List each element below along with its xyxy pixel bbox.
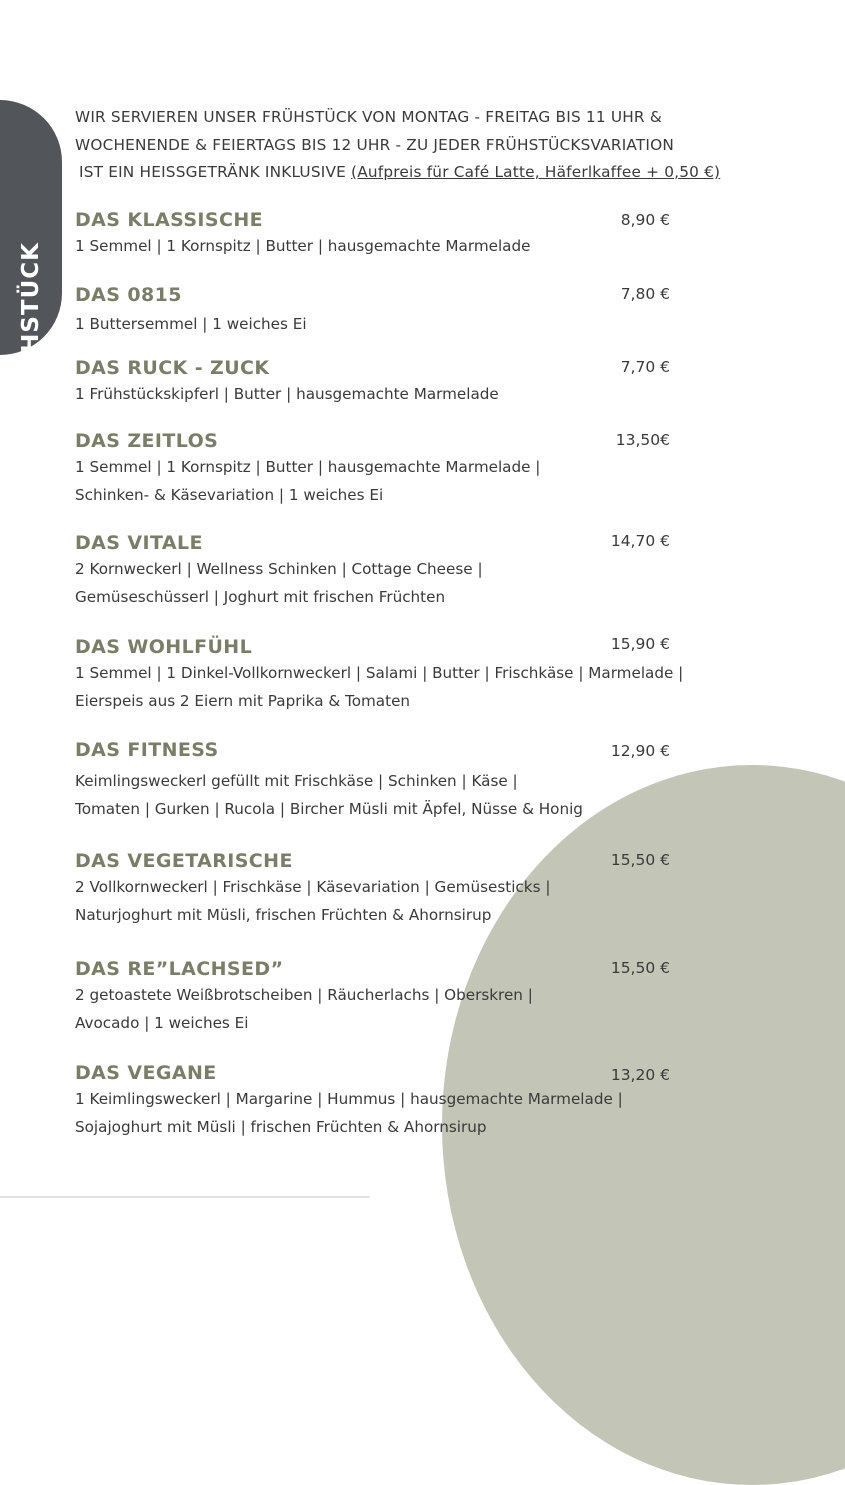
item-desc-line: 1 Keimlingsweckerl | Margarine | Hummus | hausgemachte Marmelade | [75, 1090, 623, 1108]
item-desc-line: 1 Frühstückskipferl | Butter | hausgemachte Marmelade [75, 385, 499, 403]
item-price: 15,90 € [610, 635, 670, 653]
item-desc-line: Tomaten | Gurken | Rucola | Bircher Müsli mit Äpfel, Nüsse & Honig [75, 799, 583, 818]
item-desc-line: 1 Semmel | 1 Kornspitz | Butter | hausgemachte Marmelade | [75, 458, 541, 476]
item-price: 12,90 € [610, 742, 670, 760]
intro-line-1: WIR SERVIEREN UNSER FRÜHSTÜCK VON MONTAG - FREITAG BIS 11 UHR & [75, 108, 662, 126]
item-name: DAS RE”LACHSED” [75, 958, 284, 980]
item-name: DAS KLASSISCHE [75, 209, 264, 231]
item-desc-line: Schinken- & Käsevariation | 1 weiches Ei [75, 485, 384, 504]
item-desc-line: Gemüseschüsserl | Joghurt mit frischen Früchten [75, 587, 446, 606]
item-price: 15,50 € [610, 851, 670, 869]
menu-item [75, 355, 765, 409]
menu-item [75, 737, 765, 823]
item-desc-line: 2 Kornweckerl | Wellness Schinken | Cottage Cheese | [75, 560, 483, 578]
item-price: 15,50 € [610, 959, 670, 977]
item-desc-line: Naturjoghurt mit Müsli, frischen Früchten & Ahornsirup [75, 905, 492, 924]
intro-line-3 [75, 159, 775, 187]
item-name: DAS RUCK - ZUCK [75, 357, 270, 379]
intro-line-3-text: IST EIN HEISSGETRÄNK INKLUSIVE [79, 163, 346, 181]
intro-line-2: WOCHENENDE & FEIERTAGS BIS 12 UHR - ZU JEDER FRÜHSTÜCKSVARIATION [75, 135, 675, 154]
item-desc-line: 2 getoastete Weißbrotscheiben | Räucherlachs | Oberskren | [75, 986, 533, 1004]
item-name: DAS VITALE [75, 532, 203, 554]
item-name: DAS VEGETARISCHE [75, 850, 293, 872]
menu-item [75, 282, 765, 339]
item-price: 7,80 € [620, 285, 670, 303]
menu-item [75, 956, 765, 1037]
item-price: 13,20 € [610, 1066, 670, 1084]
menu-item [75, 634, 765, 715]
section-title: FRÜHSTÜCK [18, 242, 44, 408]
intro-text [75, 104, 775, 187]
menu-item [75, 530, 765, 611]
item-desc-line: 1 Semmel | 1 Kornspitz | Butter | hausgemachte Marmelade [75, 237, 531, 255]
item-price: 7,70 € [620, 358, 670, 376]
item-desc-line: 2 Vollkornweckerl | Frischkäse | Käsevariation | Gemüsesticks | [75, 878, 551, 896]
item-desc-line: Eierspeis aus 2 Eiern mit Paprika & Tomaten [75, 691, 411, 710]
item-name: DAS WOHLFÜHL [75, 636, 253, 658]
menu-item [75, 207, 765, 261]
item-name: DAS 0815 [75, 284, 182, 306]
item-desc-line: 1 Buttersemmel | 1 weiches Ei [75, 315, 307, 333]
item-name: DAS ZEITLOS [75, 430, 219, 452]
menu-item [75, 1060, 765, 1141]
item-price: 13,50€ [615, 431, 670, 449]
menu-item [75, 428, 765, 509]
item-name: DAS VEGANE [75, 1062, 217, 1084]
menu-item [75, 848, 765, 929]
section-tab [0, 100, 62, 408]
item-desc-line: Avocado | 1 weiches Ei [75, 1013, 249, 1032]
item-desc-line: 1 Semmel | 1 Dinkel-Vollkornweckerl | Salami | Butter | Frischkäse | Marmelade | [75, 664, 684, 682]
item-price: 8,90 € [620, 211, 670, 229]
item-name: DAS FITNESS [75, 739, 219, 761]
bottom-divider [0, 1196, 370, 1198]
item-desc-line: Keimlingsweckerl gefüllt mit Frischkäse | Schinken | Käse | [75, 772, 518, 790]
surcharge-note: (Aufpreis für Café Latte, Häferlkaffee + 0,50 €) [351, 163, 721, 181]
item-desc-line: Sojajoghurt mit Müsli | frischen Früchten & Ahornsirup [75, 1117, 487, 1136]
item-price: 14,70 € [610, 532, 670, 550]
